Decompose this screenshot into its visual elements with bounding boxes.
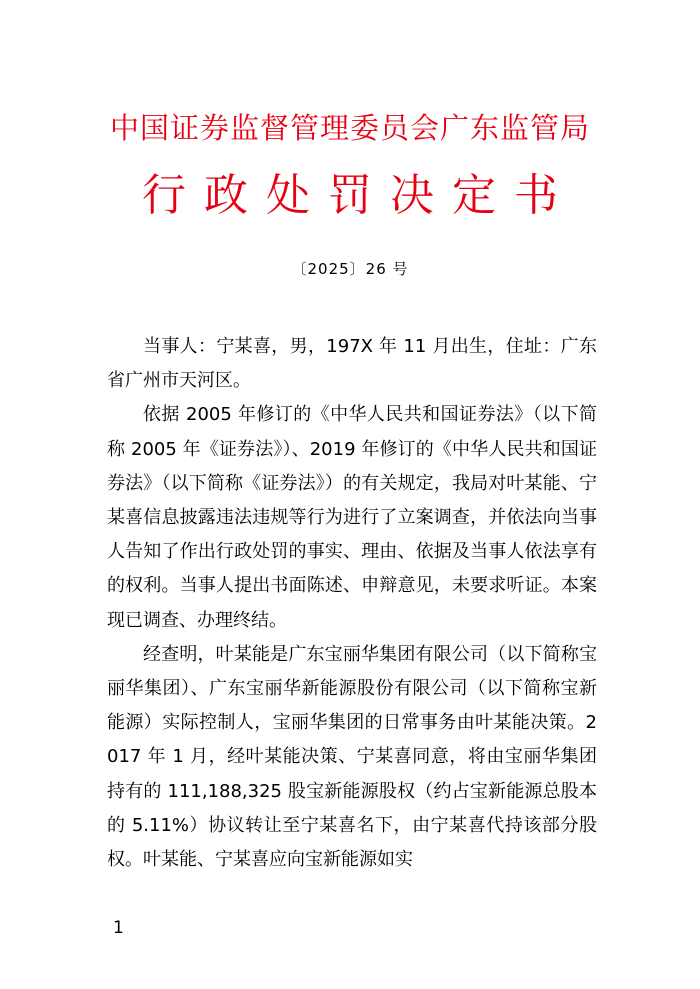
issuer-title: 中国证券监督管理委员会广东监管局 bbox=[109, 111, 590, 145]
document-number: 〔2025〕26 号 bbox=[291, 260, 409, 278]
paragraph-findings: 经查明，叶某能是广东宝丽华集团有限公司（以下简称宝丽华集团）、广东宝丽华新能源股份有限公司（以下简称宝新能源）实际控制人，宝丽华集团的日常事务由叶某能决策。2017 年 1 月，经叶某能决策、宁某喜同意，将由宝丽华集团持有的 111,188,325 股宝新能源股权（约占宝新能源总股本的 5.11%）协议转让至宁某喜名下，由宁某喜代持该部分股权。叶某能、宁某喜应向宝新能源如实 bbox=[107, 643, 597, 871]
page-number: 1 bbox=[113, 918, 124, 938]
paragraph-legal-basis: 依据 2005 年修订的《中华人民共和国证券法》（以下简称 2005 年《证券法》）、2019 年修订的《中华人民共和国证券法》（以下简称《证券法》）的有关规定，我局对叶某能、宁某喜信息披露违法违规等行为进行了立案调查，并依法向当事人告知了作出行政处罚的事实、理由、依据及当事人依法享有的权利。当事人提出书面陈述、申辩意见，未要求听证。本案现已调查、办理终结。 bbox=[107, 404, 597, 631]
paragraph-party-info: 当事人：宁某喜，男，197X 年 11 月出生，住址：广东省广州市天河区。 bbox=[107, 336, 597, 392]
document-type-title: 行政处罚决定书 bbox=[142, 170, 576, 221]
document-body bbox=[107, 330, 597, 877]
